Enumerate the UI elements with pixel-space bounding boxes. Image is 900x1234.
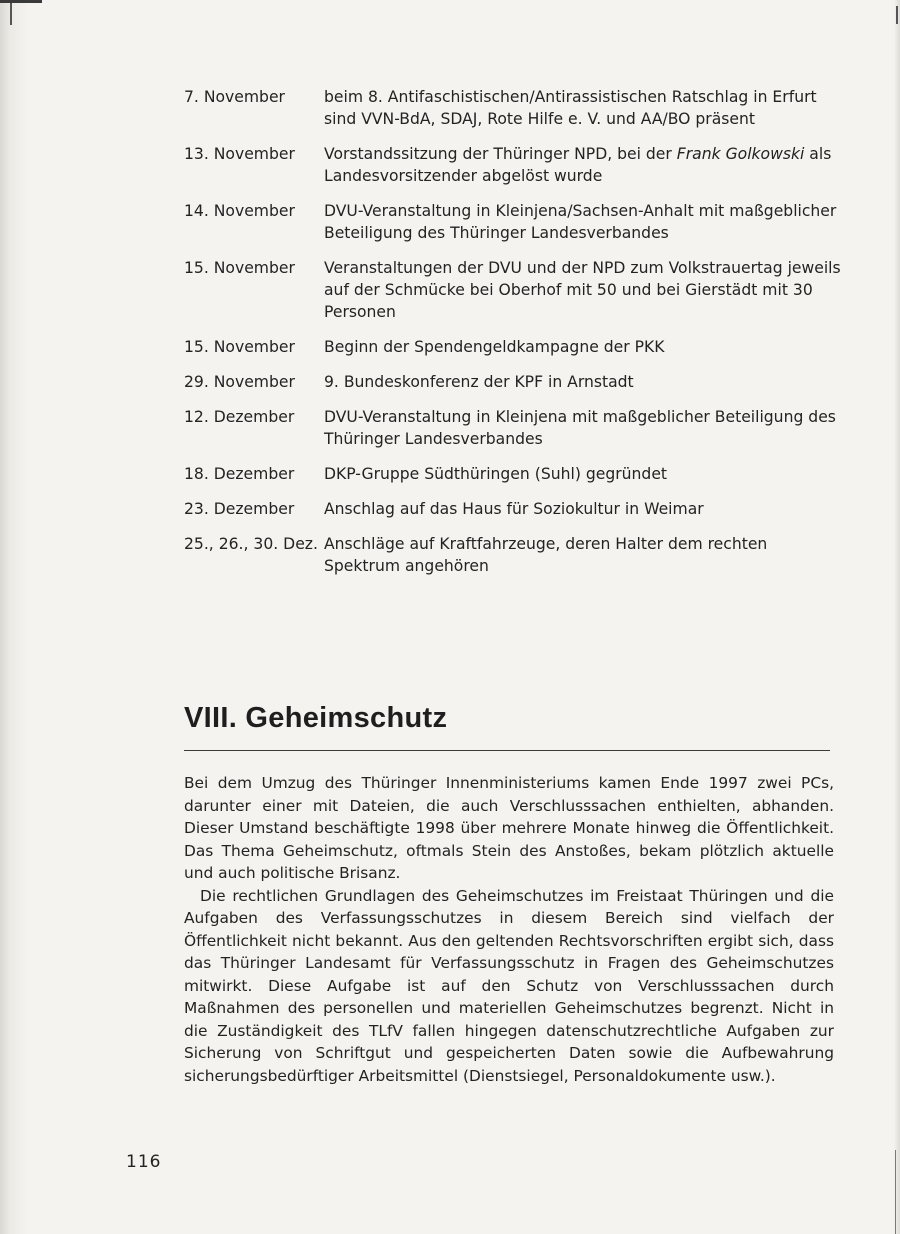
heading-rule [184,750,830,751]
chronology-entry [184,533,844,577]
entry-date: 7. November [184,88,285,106]
entry-date: 29. November [184,373,295,391]
person-name: Frank Golkowski [676,145,805,163]
entry-text: beim 8. Antifaschistischen/Antirassistischen Ratschlag in Erfurt sind VVN-BdA, SDAJ, Rote Hilfe e. V. und AA/BO präsent [324,88,817,128]
page-number: 116 [126,1152,162,1172]
body-paragraph: Bei dem Umzug des Thüringer Innenministeriums kamen Ende 1997 zwei PCs, darunter einer mit Dateien, die auch Verschlusssachen enthielten, abhanden. Dieser Umstand beschäftigte 1998 über mehrere Monate hinweg die Öffentlichkeit. Das Thema Geheimschutz, oftmals Stein des Anstoßes, bekam plötzlich aktuelle und auch politische Brisanz. [184,774,834,882]
entry-date: 13. November [184,145,295,163]
entry-date: 12. Dezember [184,408,295,426]
chronology-entry [184,406,844,450]
scan-right-mark [896,6,898,24]
entry-text: Beginn der Spendengeldkampagne der PKK [324,338,665,356]
body-paragraph: Die rechtlichen Grundlagen des Geheimschutzes im Freistaat Thüringen und die Aufgaben des Verfassungsschutzes in diesem Bereich sind vielfach der Öffentlichkeit nicht bekannt. Aus den geltenden Rechtsvorschriften ergibt sich, dass das Thüringer Landesamt für Verfassungsschutz in Fragen des Geheimschutzes mitwirkt. Diese Aufgabe ist auf den Schutz von Verschlusssachen durch Maßnahmen des personellen und materiellen Geheimschutzes begrenzt. Nicht in die Zuständigkeit des TLfV fallen hingegen datenschutzrechtliche Aufgaben zur Sicherung von Schriftgut und gespeicherten Daten sowie die Aufbewahrung sicherungsbedürftiger Arbeitsmittel (Dienstsiegel, Personaldokumente usw.). [184,886,834,1085]
entry-text: Anschlag auf das Haus für Soziokultur in Weimar [324,500,704,518]
chronology-entry [184,371,844,393]
entry-text: DKP-Gruppe Südthüringen (Suhl) gegründet [324,465,668,483]
chronology-entry [184,498,844,520]
chronology-entry [184,336,844,358]
scan-left-shadow [0,0,28,1234]
section-body [184,772,834,1087]
scan-right-line [895,1150,896,1234]
entry-date: 18. Dezember [184,465,295,483]
chronology-entry [184,86,844,130]
scan-right-shadow [894,0,900,1234]
entry-text: DVU-Veranstaltung in Kleinjena/Sachsen-Anhalt mit maßgeblicher Beteiligung des Thüringer Landesverbandes [324,202,837,242]
chronology-list [184,86,844,590]
chronology-entry [184,463,844,485]
scan-corner-mark [0,0,42,19]
entry-text: Veranstaltungen der DVU und der NPD zum Volkstrauertag jeweils auf der Schmücke bei Oberhof mit 50 und bei Gierstädt mit 30 Personen [324,259,841,321]
entry-text: DVU-Veranstaltung in Kleinjena mit maßgeblicher Beteiligung des Thüringer Landesverbandes [324,408,836,448]
entry-date: 25., 26., 30. Dez. [184,535,318,553]
entry-date: 14. November [184,202,295,220]
section-heading: VIII. Geheimschutz [184,702,448,734]
chronology-entry [184,143,844,187]
entry-text: Anschläge auf Kraftfahrzeuge, deren Halter dem rechten Spektrum angehören [324,535,768,575]
entry-text: Vorstandssitzung der Thüringer NPD, bei der Frank Golkowski als Landesvorsitzender abgelöst wurde [324,145,832,185]
entry-date: 23. Dezember [184,500,295,518]
entry-text: 9. Bundeskonferenz der KPF in Arnstadt [324,373,634,391]
entry-date: 15. November [184,259,295,277]
entry-date: 15. November [184,338,295,356]
chronology-entry [184,200,844,244]
chronology-entry [184,257,844,323]
